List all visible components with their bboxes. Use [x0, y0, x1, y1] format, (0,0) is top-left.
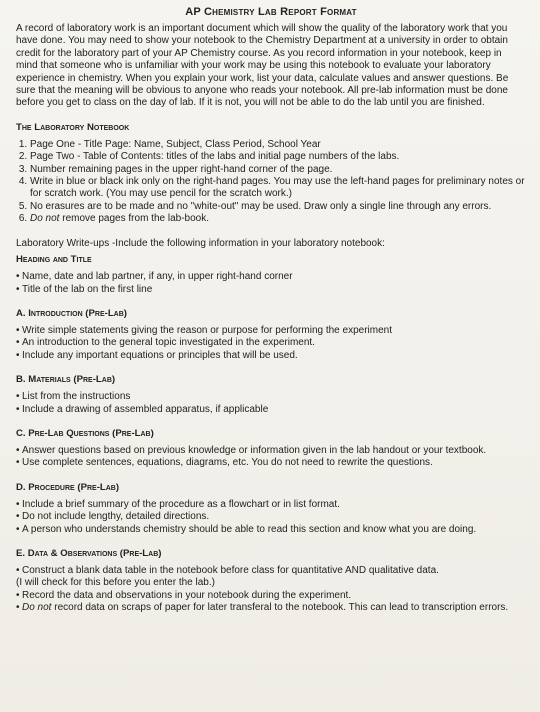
list-item-text: Construct a blank data table in the notebook before class for quantitative AND qualitative data. — [22, 564, 439, 576]
bullet-icon: • — [16, 602, 20, 614]
bullet-icon: • — [16, 283, 20, 295]
emphasis-text: Do not — [22, 602, 52, 614]
heading-title-heading: Heading and Title — [16, 254, 92, 266]
list-item — [16, 445, 526, 457]
bullet-icon: • — [16, 498, 20, 510]
list-item-sub — [16, 577, 526, 589]
list-item — [16, 590, 526, 602]
list-item-text: remove pages from the lab-book. — [59, 213, 209, 225]
list-item — [16, 602, 526, 614]
bullet-icon: • — [16, 403, 20, 415]
list-item: 2. Page Two - Table of Contents: titles of the labs and initial page numbers of the labs. — [30, 151, 526, 163]
list-item-text: Name, date and lab partner, if any, in upper right-hand corner — [22, 271, 293, 283]
introduction-list — [16, 325, 526, 362]
list-item-text: An introduction to the general topic investigated in the experiment. — [22, 337, 315, 349]
bullet-icon: • — [16, 391, 20, 403]
list-item — [16, 524, 526, 536]
list-item — [16, 350, 526, 362]
list-item — [16, 457, 526, 469]
list-item — [16, 499, 526, 511]
procedure-heading: D. Procedure (Pre-Lab) — [16, 481, 120, 493]
list-item — [16, 271, 526, 283]
data-observations-list — [16, 565, 526, 615]
list-item — [30, 213, 526, 225]
document-title: AP Chemistry Lab Report Format — [185, 6, 357, 18]
bullet-icon: • — [16, 444, 20, 456]
bullet-icon: • — [16, 564, 20, 576]
list-item: 1. Page One - Title Page: Name, Subject, Class Period, School Year — [30, 139, 526, 151]
emphasis-text: Do not — [30, 213, 60, 225]
writeups-text: Laboratory Write-ups -Include the following information in your laboratory notebook: — [16, 237, 385, 249]
list-item-text: Use complete sentences, equations, diagrams, etc. You do not need to rewrite the questions. — [22, 457, 433, 469]
notebook-heading: The Laboratory Notebook — [16, 121, 130, 133]
list-item: 3. Number remaining pages in the upper right-hand corner of the page. — [30, 164, 526, 176]
bullet-icon: • — [16, 457, 20, 469]
data-observations-heading: E. Data & Observations (Pre-Lab) — [16, 547, 162, 559]
introduction-heading: A. Introduction (Pre-Lab) — [16, 307, 127, 319]
intro-paragraph: A record of laboratory work is an important document which will show the quality of the laboratory work that you have done. You may need to show your notebook to the Chemistry Department at a university in order to obtain credit for the laboratory part of your AP Chemistry course. As you record information in your notebook, keep in mind that someone who is unfamiliar with your work may be using this notebook to evaluate your laboratory experience in chemistry. When you explain your work, list your data, calculate values and answer questions. Be sure that the meaning will be obvious to anyone who reads your notebook. All pre-lab information must be done before you get to class on the day of lab. If it is not, you will not be able to do the lab until you are finished. — [16, 23, 509, 109]
list-item — [16, 325, 526, 337]
list-item: 4. Write in blue or black ink only on the right-hand pages. You may use the left-hand pages for preliminary notes or for scratch work. (You may use pencil for the scratch work.) — [30, 176, 526, 201]
bullet-icon: • — [16, 337, 20, 349]
list-item — [16, 404, 526, 416]
list-item — [16, 391, 526, 403]
list-item-text: Do not include lengthy, detailed directions. — [22, 511, 210, 523]
list-item-text: Record the data and observations in your notebook during the experiment. — [22, 589, 352, 601]
prelab-questions-heading: C. Pre-Lab Questions (Pre-Lab) — [16, 427, 154, 439]
list-item-text: List from the instructions — [22, 391, 131, 403]
bullet-icon: • — [16, 271, 20, 283]
bullet-icon: • — [16, 511, 20, 523]
list-item-text: Title of the lab on the first line — [22, 283, 153, 295]
list-item — [16, 337, 526, 349]
list-item-text: Include a drawing of assembled apparatus, if applicable — [22, 403, 269, 415]
list-item-text: Include any important equations or principles that will be used. — [22, 349, 298, 361]
procedure-list — [16, 499, 526, 536]
bullet-icon: • — [16, 523, 20, 535]
list-item-text: (I will check for this before you enter the lab.) — [16, 577, 215, 589]
list-item-text: Answer questions based on previous knowledge or information given in the lab handout or your textbook. — [22, 444, 487, 456]
materials-heading: B. Materials (Pre-Lab) — [16, 374, 116, 386]
materials-list — [16, 391, 526, 416]
bullet-icon: • — [16, 589, 20, 601]
list-item: 5. No erasures are to be made and no "white-out" may be used. Draw only a single line through any errors. — [30, 201, 526, 213]
list-item-text: Write simple statements giving the reason or purpose for performing the experiment — [22, 324, 392, 336]
list-item — [16, 284, 526, 296]
list-item-text: A person who understands chemistry should be able to read this section and know what you are doing. — [22, 523, 477, 535]
list-item — [16, 511, 526, 523]
bullet-icon: • — [16, 349, 20, 361]
heading-title-list — [16, 271, 526, 296]
list-item-text: record data on scraps of paper for later transferal to the notebook. This can lead to transcription errors. — [51, 602, 509, 614]
bullet-icon: • — [16, 324, 20, 336]
prelab-questions-list — [16, 445, 526, 470]
notebook-list — [16, 139, 526, 226]
list-item-text: Include a brief summary of the procedure as a flowchart or in list format. — [22, 498, 340, 510]
list-item — [16, 565, 526, 577]
